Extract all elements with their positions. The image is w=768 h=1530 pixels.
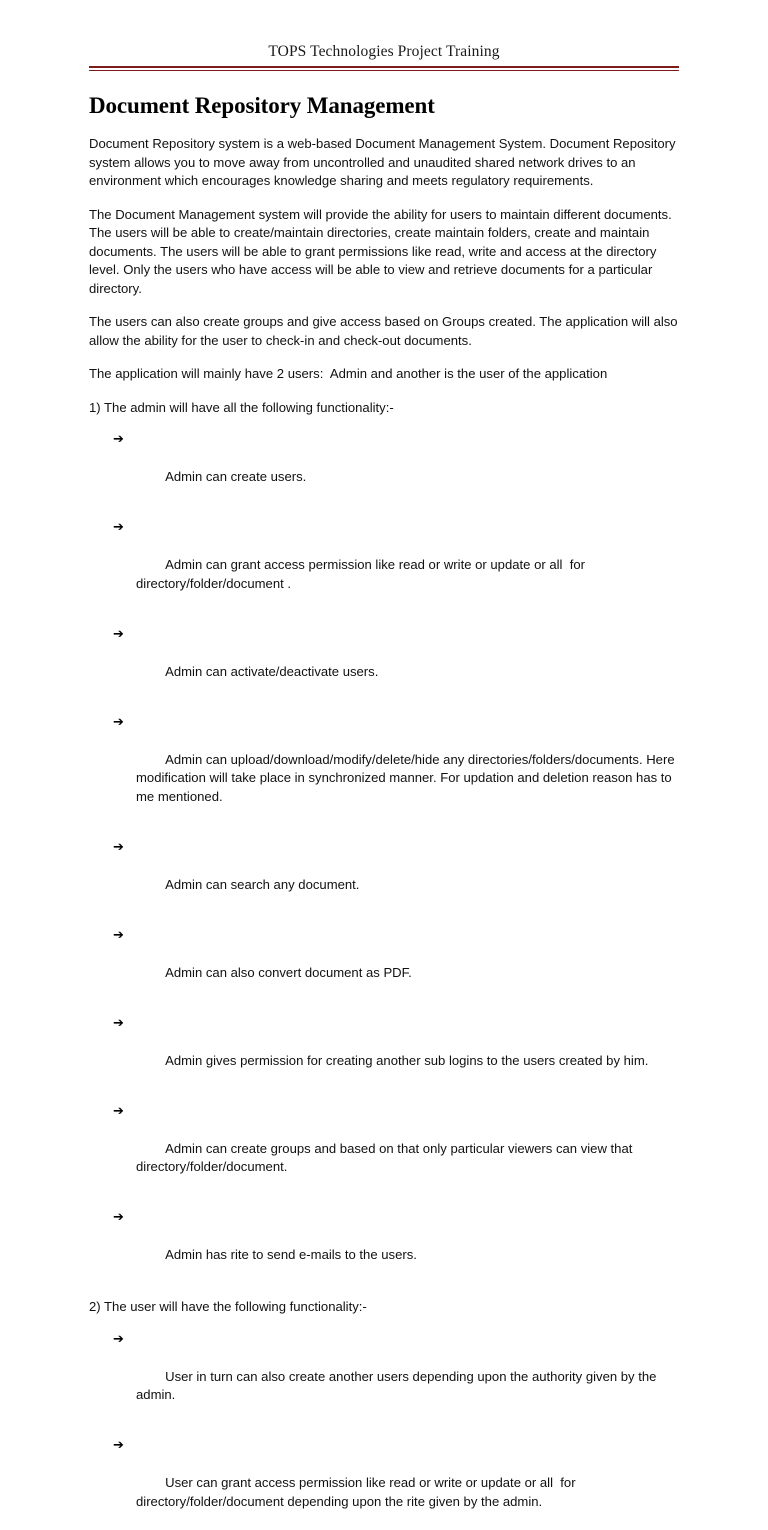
intro-paragraph-4: The application will mainly have 2 users: Admin and another is the user of the application	[89, 366, 608, 382]
list-item	[89, 927, 679, 1001]
arrow-right-icon: ➔	[113, 520, 124, 536]
running-header	[89, 0, 679, 61]
arrow-right-icon: ➔	[113, 1210, 124, 1226]
header-divider-rule	[89, 66, 679, 71]
list-item-text: Admin can create users.	[165, 469, 307, 485]
list-item-text: Admin can activate/deactivate users.	[165, 663, 379, 679]
arrow-right-icon: ➔	[113, 1015, 124, 1031]
list-item	[89, 626, 679, 700]
list-item	[89, 1331, 679, 1424]
list-item-text: Admin can upload/download/modify/delete/hide any directories/folders/documents. Here modification will take place in synchronized manner. For updation and deletion reason has to me mentioned.	[136, 751, 679, 804]
arrow-right-icon: ➔	[113, 714, 124, 730]
intro-paragraph-3: The users can also create groups and give access based on Groups created. The application will also allow the ability for the user to check-in and check-out documents.	[89, 314, 682, 348]
arrow-right-icon: ➔	[113, 432, 124, 448]
intro-paragraph-1: Document Repository system is a web-based Document Management System. Document Repository system allows you to move away from uncontrolled and unaudited shared network drives to an environment which encourages knowledge sharing and meets regulatory requirements.	[89, 136, 680, 189]
section-heading-user: 2) The user will have the following functionality:-	[89, 1299, 367, 1315]
list-item-text: Admin can grant access permission like read or write or update or all for directory/folder/document .	[136, 557, 589, 591]
list-item-text: Admin can also convert document as PDF.	[165, 964, 412, 980]
running-header-title: TOPS Technologies Project Training	[268, 43, 500, 60]
list-item-text: User can grant access permission like read or write or update or all for directory/folder/document depending upon the rite given by the admin.	[136, 1475, 580, 1509]
arrow-right-icon: ➔	[113, 1331, 124, 1347]
list-item-text: Admin has rite to send e-mails to the users.	[165, 1247, 417, 1263]
list-item	[89, 519, 679, 612]
arrow-right-icon: ➔	[113, 1103, 124, 1119]
list-item-text: User in turn can also create another users depending upon the authority given by the admin.	[136, 1368, 661, 1403]
list-item	[89, 431, 679, 505]
list-item	[89, 1437, 679, 1530]
page-content	[89, 0, 682, 1530]
list-item-text: Admin gives permission for creating another sub logins to the users created by him.	[165, 1052, 649, 1068]
intro-paragraph-2: The Document Management system will provide the ability for users to maintain different documents. The users will be able to create/maintain directories, create maintain folders, create and maintain documents. The users will be able to grant permissions like read, write and access at the directory level. Only the users who have access will be able to view and retrieve documents for a particular directory.	[89, 206, 676, 296]
user-functionality-list	[89, 1331, 679, 1530]
arrow-right-icon: ➔	[113, 1438, 124, 1454]
list-item	[89, 1103, 679, 1196]
arrow-right-icon: ➔	[113, 626, 124, 642]
list-item	[89, 714, 679, 825]
list-item	[89, 839, 679, 913]
page-title: Document Repository Management	[89, 92, 435, 118]
list-item	[89, 1209, 679, 1283]
arrow-right-icon: ➔	[113, 927, 124, 943]
admin-functionality-list	[89, 431, 679, 1283]
list-item-text: Admin can create groups and based on that only particular viewers can view that directory/folder/document.	[136, 1140, 637, 1175]
list-item	[89, 1015, 679, 1089]
arrow-right-icon: ➔	[113, 839, 124, 855]
section-heading-admin: 1) The admin will have all the following functionality:-	[89, 399, 394, 415]
list-item-text: Admin can search any document.	[165, 876, 360, 892]
